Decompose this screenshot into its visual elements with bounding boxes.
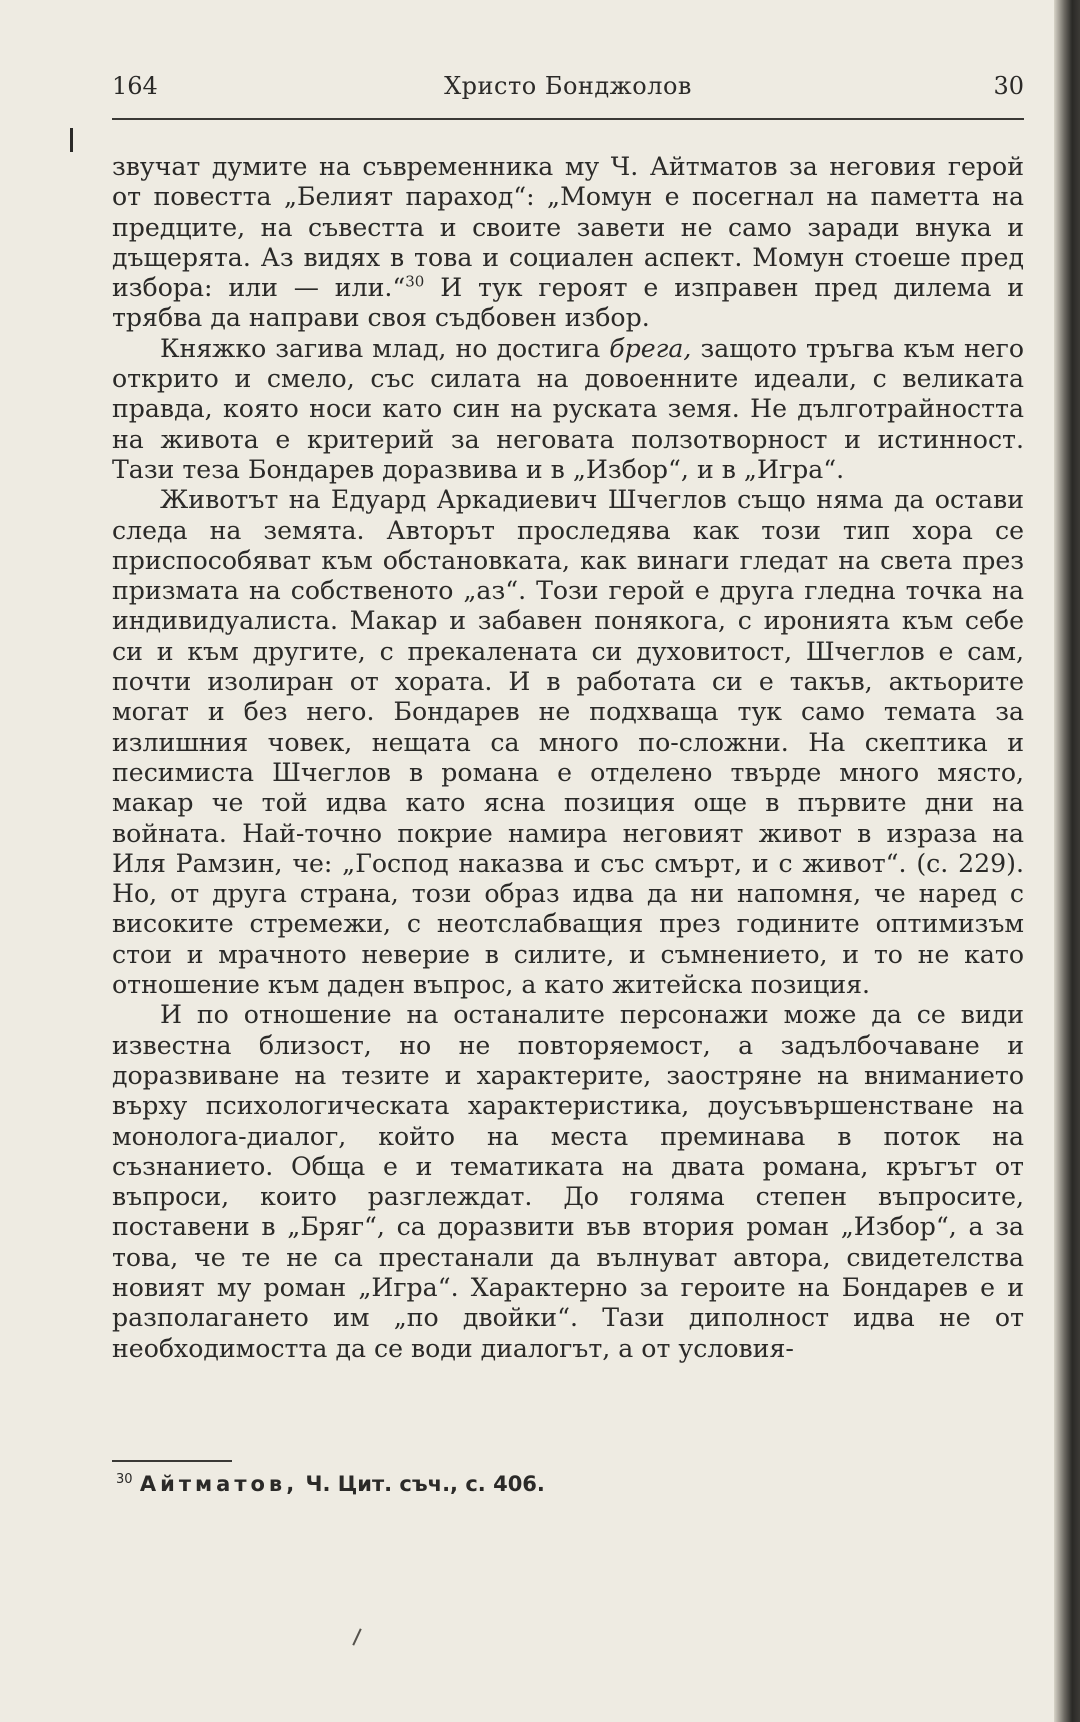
paragraph: звучат думите на съвременника му Ч. Айтматов за неговия герой от повестта „Белият параход“: „Момун е посегнал на паметта на предците, на съвестта и своите завети не само заради внука и дъщерята. Аз видях в това и социален аспект. Момун стоеше пред избора: или — или.“$^{30}$ И тук героят е изправен пред дилема и трябва да направи своя съдбовен избор. (112, 152, 1024, 333)
italic-term: брега, (609, 333, 692, 363)
footnote (116, 1472, 545, 1496)
signature-mark: 30 (993, 72, 1024, 100)
footnote-author: Айтматов, (139, 1472, 299, 1496)
running-title: Христо Бонджолов (444, 72, 692, 100)
running-header (112, 72, 1024, 112)
footnote-number: 30 (116, 1472, 133, 1487)
main-text (112, 152, 1024, 1364)
paragraph: Княжко загива млад, но достига брега, защото тръгва към него открито и смело, със силата на довоенните идеали, с великата правда, която носи като син на руската земя. Не дълготрайността на живота е критерий за неговата ползотворност и истинност. Тази теза Бондарев доразвива и в „Избор“, и в „Игра“. (112, 333, 1024, 484)
book-binding-edge (1054, 0, 1080, 1722)
page-number: 164 (112, 72, 158, 100)
margin-mark (70, 128, 73, 152)
footnote-separator (112, 1460, 232, 1462)
header-rule (112, 118, 1024, 120)
paragraph: И по отношение на останалите персонажи може да се види известна близост, но не повторяемост, а задълбочаване и доразвиване на тезите и характерите, заостряне на вниманието върху психологическата характеристика, доусъвършенстване на монолога-диалог, който на места преминава в поток на съзнанието. Обща е и тематиката на двата романа, кръгът от въпроси, които разглеждат. До голяма степен въпросите, поставени в „Бряг“, са доразвити във втория роман „Избор“, а за това, че те не са престанали да вълнуват автора, свидетелства новият му роман „Игра“. Характерно за героите на Бондарев е и разполагането им „по двойки“. Тази диполност идва не от необходимостта да се води диалогът, а от условия- (112, 1000, 1024, 1363)
footnote-ref: 30 (405, 272, 425, 291)
footnote-text: Ч. Цит. съч., с. 406. (298, 1472, 545, 1496)
ink-mark (352, 1628, 361, 1645)
paragraph: Животът на Едуард Аркадиевич Шчеглов също няма да остави следа на земята. Авторът проследява как този тип хора се приспособяват към обстановката, как винаги гледат на света през призмата на собственото „аз“. Този герой е друга гледна точка на индивидуалиста. Макар и забавен понякога, с иронията към себе си и към другите, с прекалената си духовитост, Шчеглов е сам, почти изолиран от хората. И в работата си е такъв, актьорите могат и без него. Бондарев не подхваща тук само темата за излишния човек, нещата са много по-сложни. На скептика и песимиста Шчеглов в романа е отделено твърде много място, макар че той идва като ясна позиция още в първите дни на войната. Най-точно покрие намира неговият живот в израза на Иля Рамзин, че: „Господ наказва и със смърт, и с живот“. (с. 229). Но, от друга страна, този образ идва да ни напомня, че наред с високите стремежи, с неотслабващия през годините оптимизъм стои и мрачното неверие в силите, и съмнението, и то не като отношение към даден въпрос, а като житейска позиция. (112, 485, 1024, 1000)
